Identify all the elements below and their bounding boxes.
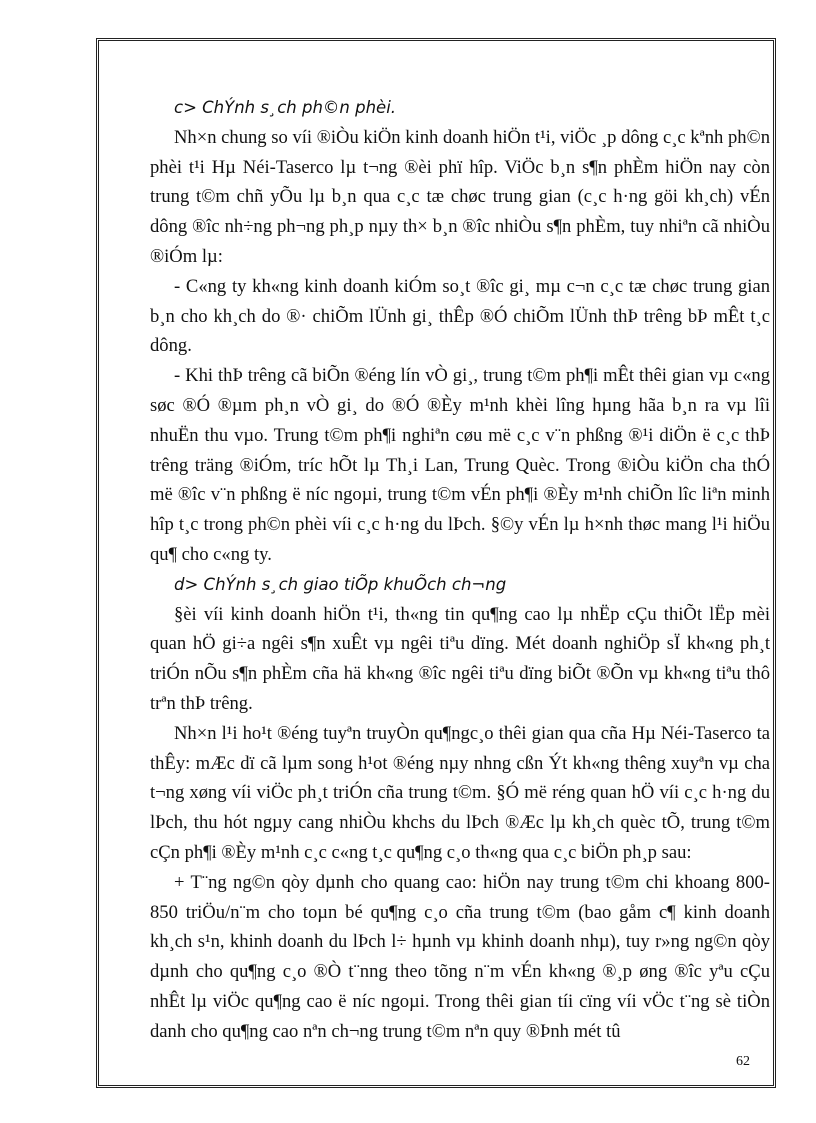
document-body — [150, 93, 770, 1047]
paragraph: + T¨ng ng©n qòy dµnh cho quang cao: hiÖn nay trung t©m chi khoang 800-850 triÖu/n¨m cho toµn bé qu¶ng c¸o cña trung t©m (bao gåm c¶ kinh doanh kh¸ch s¹n, khinh doanh du lÞch l÷ hµnh vµ khinh doanh nhµ), tuy r»ng ng©n qòy dµnh cho qu¶ng c¸o ®Ò t¨nng theo tõng n¨m vÉn kh«ng ®¸p øng ®îc yªu cÇu nhÊt lµ viÖc qu¶ng cao ë níc ngoµi. Trong thêi gian tíi cïng víi vÖc t¨ng sè tiÒn danh cho qu¶ng cao nªn ch¬ng trung t©m nªn quy ®Þnh mét tû — [150, 871, 770, 1042]
section-heading-c: c> ChÝnh s¸ch ph©n phèi. — [174, 98, 397, 117]
paragraph: §èi víi kinh doanh hiÖn t¹i, th«ng tin qu¶ng cao lµ nhËp cÇu thiÕt lËp mèi quan hÖ gi÷a ngêi s¶n xuÊt vµ ngêi tiªu dïng. Mét doanh nghiÖp sÏ kh«ng ph¸t triÓn nÕu s¶n phÈm cña hä kh«ng ®îc ngêi tiªu dïng biÕt ®Õn vµ kh«ng tiªu thô trªn thÞ trêng. — [150, 603, 770, 714]
paragraph: Nh×n chung so víi ®iÒu kiÖn kinh doanh hiÖn t¹i, viÖc ¸p dông c¸c kªnh ph©n phèi t¹i Hµ Néi-Taserco lµ t¬ng ®èi phï hîp. ViÖc b¸n s¶n phÈm hiÖn nay còn trung t©m chñ yÕu lµ b¸n qua c¸c tæ chøc trung gian (c¸c h·ng göi kh¸ch) vÉn dông ®îc nh÷ng ph¬ng ph¸p nµy th× b¸n ®îc nhiÒu s¶n phÈm, tuy nhiªn cã nhiÒu ®iÓm lµ: — [150, 126, 770, 267]
paragraph: Nh×n l¹i ho¹t ®éng tuyªn truyÒn qu¶ngc¸o thêi gian qua cña Hµ Néi-Taserco ta thÊy: mÆc dï cã lµm song h¹ot ®éng nµy nhng cßn Ýt kh«ng thêng xuyªn vµ cha t¬ng xøng víi viÖc ph¸t triÓn cña trung t©m. §Ó më réng quan hÖ víi c¸c h·ng du lÞch, thu hót ngµy cang nhiÒu khchs du lÞch ®Æc lµ kh¸ch quèc tÕ, trung t©m cÇn ph¶i ®Èy m¹nh c¸c c«ng t¸c qu¶ng c¸o th«ng qua c¸c biÖn ph¸p sau: — [150, 722, 770, 863]
section-heading-d: d> ChÝnh s¸ch giao tiÕp khuÕch ch¬ng — [174, 574, 507, 594]
page-number: 62 — [736, 1054, 750, 1069]
paragraph: - C«ng ty kh«ng kinh doanh kiÓm so¸t ®îc gi¸ mµ c¬n c¸c tæ chøc trung gian b¸n cho kh¸ch do ®· chiÕm lÜnh gi¸ thÊp ®Ó chiÕm lÜnh thÞ trêng bÞ mÊt t¸c dông. — [150, 275, 770, 357]
paragraph: - Khi thÞ trêng cã biÕn ®éng lín vÒ gi¸, trung t©m ph¶i mÊt thêi gian vµ c«ng søc ®Ó ®µm ph¸n vÒ gi¸ do ®Ó ®Èy m¹nh khèi lîng hµng hãa b¸n ra vµ lîi nhuËn thu vµo. Trung t©m ph¶i nghiªn cøu më c¸c v¨n phßng ®¹i diÖn ë c¸c thÞ trêng träng ®iÓm, tríc hÕt lµ Th¸i Lan, Trung Quèc. Trong ®iÒu kiÖn cha thÓ më ®îc v¨n phßng ë níc ngoµi, trung t©m vÉn ph¶i ®Èy m¹nh chiÕn lîc liªn minh hîp t¸c trong ph©n phèi víi c¸c h·ng du lÞch. §©y vÉn lµ h×nh thøc mang l¹i hiÖu qu¶ cho c«ng ty. — [150, 365, 770, 565]
